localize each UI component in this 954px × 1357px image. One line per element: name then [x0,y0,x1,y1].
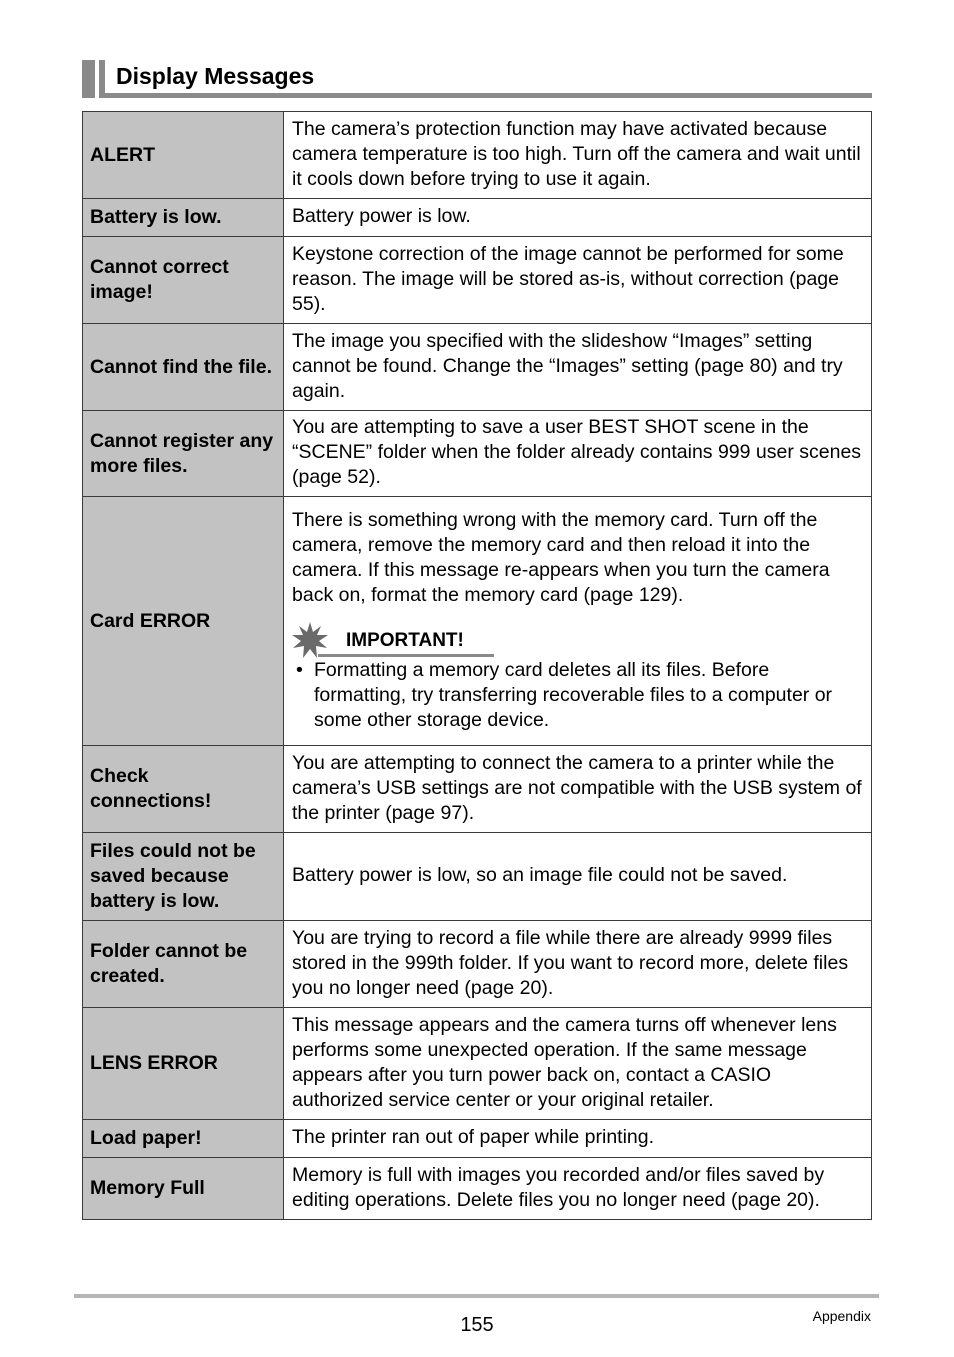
message-label: Cannot correct image! [83,237,284,324]
message-description: The printer ran out of paper while printing. [284,1120,872,1158]
message-description: You are trying to record a file while there are already 9999 files stored in the 999th folder. If you want to record more, delete files you no longer need (page 20). [284,921,872,1008]
table-row [83,237,872,324]
message-description: Battery power is low. [284,199,872,237]
message-label: Cannot register any more files. [83,411,284,497]
table-row [83,497,872,746]
section-heading [82,60,872,98]
message-description: Battery power is low, so an image file could not be saved. [284,833,872,921]
table-row [83,1158,872,1220]
table-row [83,1008,872,1120]
table-row [83,199,872,237]
bullet-marker: • [296,658,303,681]
important-heading [292,622,863,658]
important-label: IMPORTANT! [346,629,464,651]
table-row [83,324,872,411]
message-label: LENS ERROR [83,1008,284,1120]
message-description: This message appears and the camera turns off whenever lens performs some unexpected operation. If the same message appears after you turn power back on, contact a CASIO authorized service center or your original retailer. [284,1008,872,1120]
message-label: Check connections! [83,746,284,833]
message-label: Load paper! [83,1120,284,1158]
message-label: ALERT [83,112,284,199]
message-label: Files could not be saved because battery is low. [83,833,284,921]
card-error-text: There is something wrong with the memory card. Turn off the camera, remove the memory card and then reload it into the camera. If this message re-appears when you turn the camera back on, format the memory card (page 129). [292,508,830,606]
table-row [83,411,872,497]
section-name: Appendix [812,1308,871,1324]
starburst-icon [292,622,328,658]
message-label: Card ERROR [83,497,284,746]
footer-divider [74,1294,879,1298]
table-row [83,921,872,1008]
list-item [292,658,863,733]
table-row [83,746,872,833]
message-label: Memory Full [83,1158,284,1220]
message-description: Keystone correction of the image cannot be performed for some reason. The image will be stored as-is, without correction (page 55). [284,237,872,324]
important-underline [318,654,494,657]
message-description: The camera’s protection function may have activated because camera temperature is too high. Turn off the camera and wait until it cools down before trying to use it again. [284,112,872,199]
table-row [83,833,872,921]
table-row [83,1120,872,1158]
messages-table [82,111,872,1220]
page-number: 155 [460,1314,494,1336]
message-label: Battery is low. [83,199,284,237]
heading-underline [99,93,872,98]
table-row [83,112,872,199]
message-description [284,497,872,746]
message-description: You are attempting to connect the camera to a printer while the camera’s USB settings are not compatible with the USB system of the printer (page 97). [284,746,872,833]
message-description: The image you specified with the slideshow “Images” setting cannot be found. Change the “Images” setting (page 80) and try again. [284,324,872,411]
important-bullet-text: Formatting a memory card deletes all its files. Before formatting, try transferring recoverable files to a computer or some other storage device. [314,658,833,731]
heading-bar-decoration [82,60,95,98]
message-label: Folder cannot be created. [83,921,284,1008]
page-title: Display Messages [116,63,315,89]
message-description: You are attempting to save a user BEST SHOT scene in the “SCENE” folder when the folder already contains 999 user scenes (page 52). [284,411,872,497]
message-label: Cannot find the file. [83,324,284,411]
message-description: Memory is full with images you recorded and/or files saved by editing operations. Delete files you no longer need (page 20). [284,1158,872,1220]
